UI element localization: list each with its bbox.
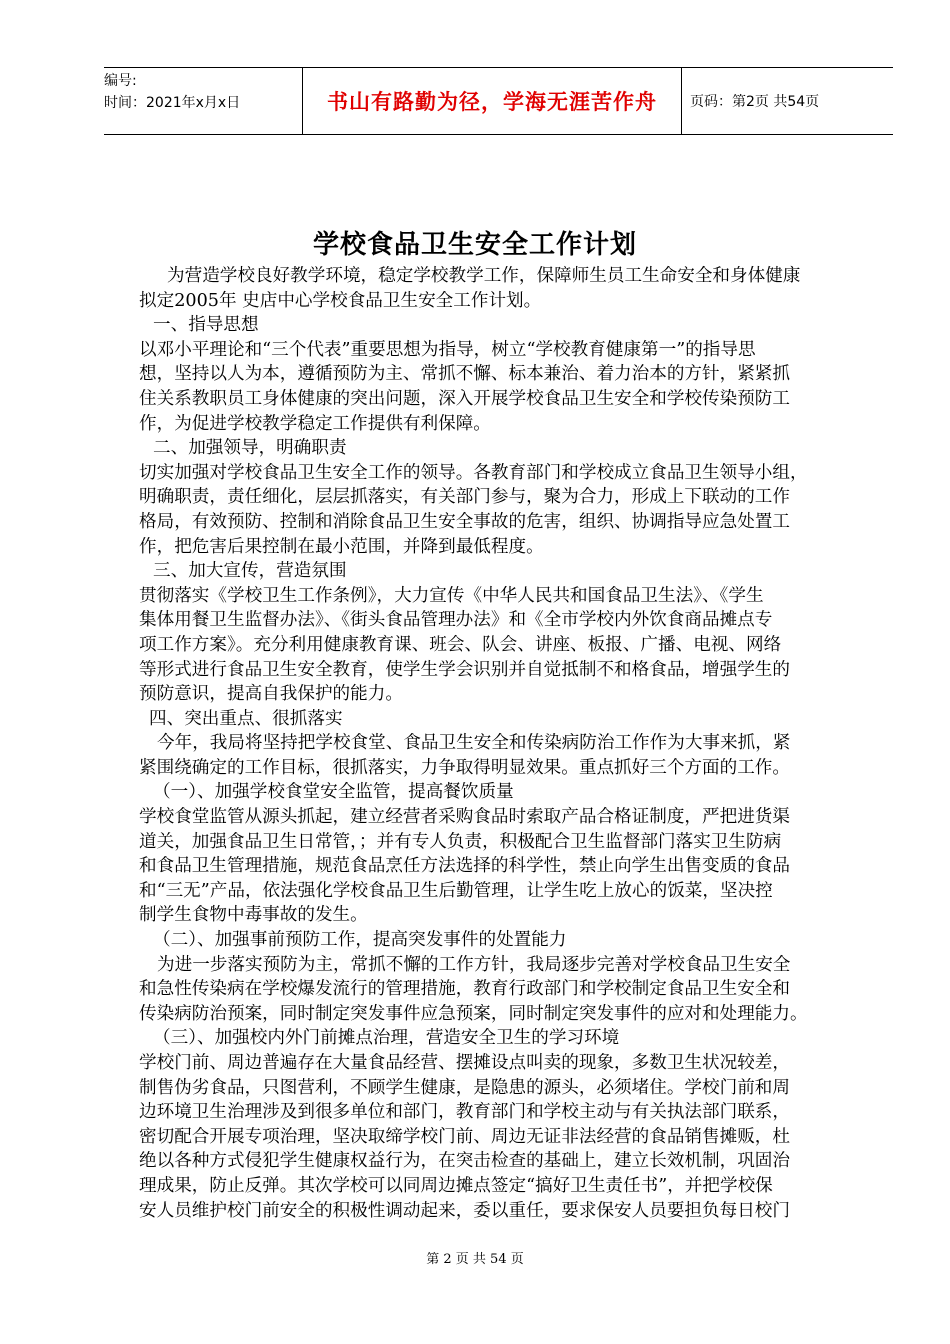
text-line: 紧围绕确定的工作目标，很抓落实，力争取得明显效果。重点抓好三个方面的工作。 — [139, 757, 790, 778]
header-motto-cell — [303, 68, 682, 134]
text-line: 道关，加强食品卫生日常管，；并有专人负责，积极配合卫生监督部门落实卫生防病 — [139, 831, 782, 852]
text-line: 项工作方案》。充分利用健康教育课、班会、队会、讲座、板报、广播、电视、网络 — [139, 634, 782, 655]
text-line: 作，为促进学校教学稳定工作提供有利保障。 — [139, 413, 491, 434]
subsection-heading: （二）、加强事前预防工作，提高突发事件的处置能力 — [153, 930, 567, 951]
text-line: 和“三无”产品，依法强化学校食品卫生后勤管理，让学生吃上放心的饭菜，坚决控 — [139, 880, 773, 901]
text-line: 贯彻落实《学校卫生工作条例》，大力宣传《中华人民共和国食品卫生法》、《学生 — [139, 585, 764, 606]
text-line: 切实加强对学校食品卫生安全工作的领导。各教育部门和学校成立食品卫生领导小组， — [139, 462, 808, 483]
text-line: 今年，我局将坚持把学校食堂、食品卫生安全和传染病防治工作作为大事来抓，紧 — [157, 733, 791, 754]
subsection-heading: （三）、加强校内外门前摊点治理，营造安全卫生的学习环境 — [153, 1028, 620, 1049]
text-line: 为营造学校良好教学环境，稳定学校教学工作，保障师生员工生命安全和身体健康 — [167, 266, 801, 286]
text-line: 学校食堂监管从源头抓起，建立经营者采购食品时索取产品合格证制度，严把进货渠 — [139, 807, 790, 828]
document-header — [104, 67, 893, 135]
text-line: 为进一步落实预防为主，常抓不懈的工作方针，我局逐步完善对学校食品卫生安全 — [157, 954, 791, 975]
text-line: 以邓小平理论和“三个代表”重要思想为指导，树立“学校教育健康第一”的指导思 — [139, 339, 756, 360]
text-line: 密切配合开展专项治理，坚决取缔学校门前、周边无证非法经营的食品销售摊贩，杜 — [139, 1126, 790, 1147]
text-line: 和食品卫生管理措施，规范食品烹任方法选择的科学性，禁止向学生出售变质的食品 — [139, 856, 790, 877]
page-label: 页码：第2页 共54页 — [690, 94, 820, 110]
text-line: 边环境卫生治理涉及到很多单位和部门，教育部门和学校主动与有关执法部门联系， — [139, 1102, 790, 1123]
text-line: 住关系教职员工身体健康的突出问题，深入开展学校食品卫生安全和学校传染预防工 — [139, 388, 790, 409]
text-line: 和急性传染病在学校爆发流行的管理措施，教育行政部门和学校制定食品卫生安全和 — [139, 979, 790, 1000]
text-line: 明确职责，责任细化，层层抓落实，有关部门参与，聚为合力，形成上下联动的工作 — [139, 487, 790, 508]
text-line: 传染病防治预案，同时制定突发事件应急预案，同时制定突发事件的应对和处理能力。 — [139, 1003, 808, 1024]
number-label: 编号: — [104, 73, 137, 89]
text-line: 理成果，防止反弹。其次学校可以同周边摊点签定“搞好卫生责任书”，并把学校保 — [139, 1175, 773, 1196]
text-line: 预防意识，提高自我保护的能力。 — [139, 684, 403, 705]
text-line: 等形式进行食品卫生安全教育，使学生学会识别并自觉抵制不和格食品，增强学生的 — [139, 659, 790, 680]
text-line: 集体用餐卫生监督办法》、《街头食品管理办法》和《全市学校内外饮食商品摊点专 — [139, 610, 773, 631]
text-line: 格局，有效预防、控制和消除食品卫生安全事故的危害，组织、协调指导应急处置工 — [139, 511, 790, 532]
document-body — [139, 264, 861, 1223]
text-line: 拟定2005年 史店中心学校食品卫生安全工作计划。 — [139, 290, 542, 311]
time-label: 时间：2021年x月x日 — [104, 95, 241, 111]
header-page-cell — [682, 68, 893, 134]
text-line: 安人员维护校门前安全的积极性调动起来，委以重任，要求保安人员要担负每日校门 — [139, 1200, 790, 1221]
text-line: 想，坚持以人为本，遵循预防为主、常抓不懈、标本兼治、着力治本的方针，紧紧抓 — [139, 364, 790, 385]
text-line: 作，把危害后果控制在最小范围，并降到最低程度。 — [139, 536, 544, 557]
section-heading: 四、突出重点、很抓落实 — [149, 708, 343, 729]
text-line: 制学生食物中毒事故的发生。 — [139, 905, 368, 926]
document-title: 学校食品卫生安全工作计划 — [312, 230, 637, 260]
page-footer: 第 2 页 共 54 页 — [426, 1252, 524, 1267]
section-heading: 三、加大宣传，营造氛围 — [153, 561, 347, 582]
section-heading: 一、指导思想 — [153, 315, 259, 336]
text-line: 绝以各种方式侵犯学生健康权益行为，在突击检查的基础上，建立长效机制，巩固治 — [139, 1151, 790, 1172]
header-motto: 书山有路勤为径，学海无涯苦作舟 — [327, 90, 657, 114]
text-line: 制售伪劣食品，只图营利，不顾学生健康，是隐患的源头，必须堵住。学校门前和周 — [139, 1077, 790, 1098]
text-line: 学校门前、周边普遍存在大量食品经营、摆摊设点叫卖的现象，多数卫生状况较差， — [139, 1053, 790, 1073]
subsection-heading: （一）、加强学校食堂安全监管，提高餐饮质量 — [153, 782, 514, 803]
header-meta — [104, 68, 303, 134]
section-heading: 二、加强领导，明确职责 — [153, 438, 347, 459]
